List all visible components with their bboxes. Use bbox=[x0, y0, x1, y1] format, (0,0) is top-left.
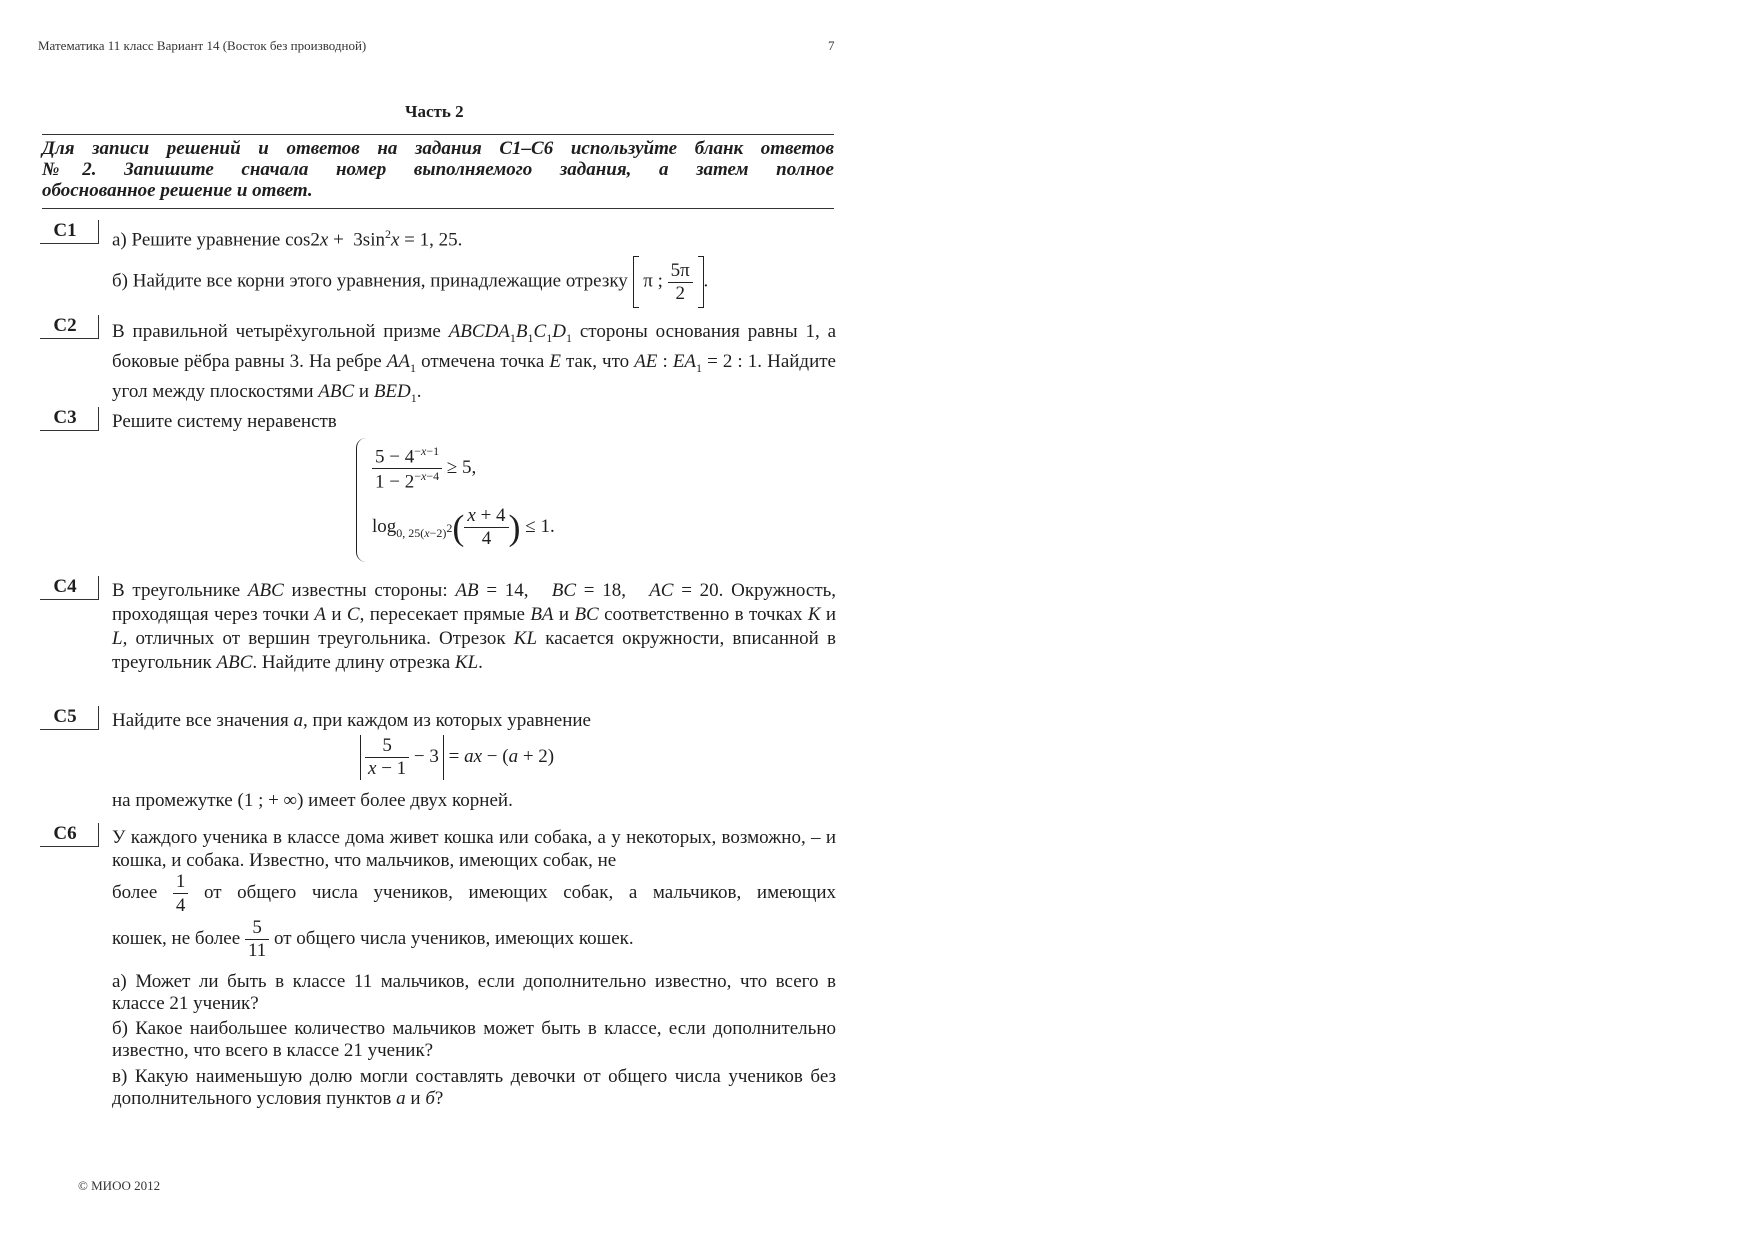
page-number: 7 bbox=[828, 38, 835, 53]
c3-inequality-2: $\log_{0, 25(x-2)^2}$( $\frac{x + 4}{4}$ ) ≤ 1. bbox=[372, 505, 555, 549]
c6-intro: У каждого ученика в классе дома живет кошка или собака, а у некоторых, возможно, – и кошка, и собака. Известно, что мальчиков, имеющих собак, не bbox=[112, 827, 836, 871]
c2-text: В правильной четырёхугольной призме $ABCDA_1B_1C_1D_1$ стороны основания равны 1, а боковые рёбра равны 3. На ребре $AA_1$ отмечена точка E так, что AE : $EA_1 = 2$ : 1. Найдите угол между плоскостями ABC и $BED_1$. bbox=[112, 321, 837, 405]
c4-text: В треугольнике ABC известны стороны: AB = 14, BC = 18, AC = 20. Окружность, проходящая через точки A и C, пересекает прямые BA и BC соответственно в точках K и L, отличных от вершин треугольника. Отрезок KL касается окружности, вписанной в треугольник ABC. Найдите длину отрезка KL. bbox=[112, 580, 837, 673]
question-label-c6: C6 bbox=[40, 823, 99, 847]
c5-text-1: Найдите все значения a, при каждом из которых уравнение bbox=[112, 710, 591, 731]
question-label-c5: C5 bbox=[40, 706, 99, 730]
c5-equation: $\frac{5}{x - 1}$ − 3 = ax − (a + 2) bbox=[360, 735, 554, 780]
system-brace bbox=[356, 438, 367, 562]
divider-bottom bbox=[42, 208, 834, 209]
c3-inequality-1: $\frac{5 - 4^{-x-1}}{1 - 2^{-x-4}}$ ≥ 5, bbox=[372, 444, 476, 494]
c6-condition-2: кошек, не более $\frac{5}{11}$ от общего числа учеников, имеющих кошек. bbox=[112, 917, 634, 961]
question-label-c1: C1 bbox=[40, 220, 99, 244]
c1-part-a: а) Решите уравнение $\cos 2x + 3\sin^2x = 1$, 25. bbox=[112, 227, 463, 251]
header-title: Математика 11 класс Вариант 14 (Восток без производной) bbox=[38, 38, 367, 53]
c6-question-b: б) Какое наибольшее количество мальчиков может быть в классе, если дополнительно известно, что всего в классе 21 ученик? bbox=[112, 1018, 836, 1061]
question-label-c2: C2 bbox=[40, 315, 99, 339]
divider-top bbox=[42, 134, 834, 135]
question-label-c3: C3 bbox=[40, 407, 99, 431]
c1-part-b: б) Найдите все корни этого уравнения, принадлежащие отрезку π ; $\frac{5\pi}{2}$ . bbox=[112, 256, 708, 308]
instructions-line-2: №2. Запишите сначала номер выполняемого задания, а затем полное bbox=[42, 159, 834, 180]
footer-copyright: © МИОО 2012 bbox=[78, 1178, 161, 1193]
question-label-c4: C4 bbox=[40, 576, 99, 600]
instructions-line-3: обоснованное решение и ответ. bbox=[42, 180, 313, 201]
c6-question-c: в) Какую наименьшую долю могли составлять девочки от общего числа учеников без дополнительного условия пунктов а и б? bbox=[112, 1066, 836, 1109]
c3-text: Решите систему неравенств bbox=[112, 411, 337, 432]
instructions-line-1: Для записи решений и ответов на задания С1–С6 используйте бланк ответов bbox=[42, 138, 834, 159]
part-title: Часть 2 bbox=[405, 102, 464, 121]
instructions bbox=[42, 138, 834, 201]
c6-question-a: а) Может ли быть в классе 11 мальчиков, если дополнительно известно, что всего в классе 21 ученик? bbox=[112, 971, 836, 1014]
c6-condition-1: более $\frac{1}{4}$ от общего числа учеников, имеющих собак, а мальчиков, имеющих bbox=[112, 871, 837, 916]
c5-text-2: на промежутке (1 ; + ∞) имеет более двух корней. bbox=[112, 790, 513, 811]
